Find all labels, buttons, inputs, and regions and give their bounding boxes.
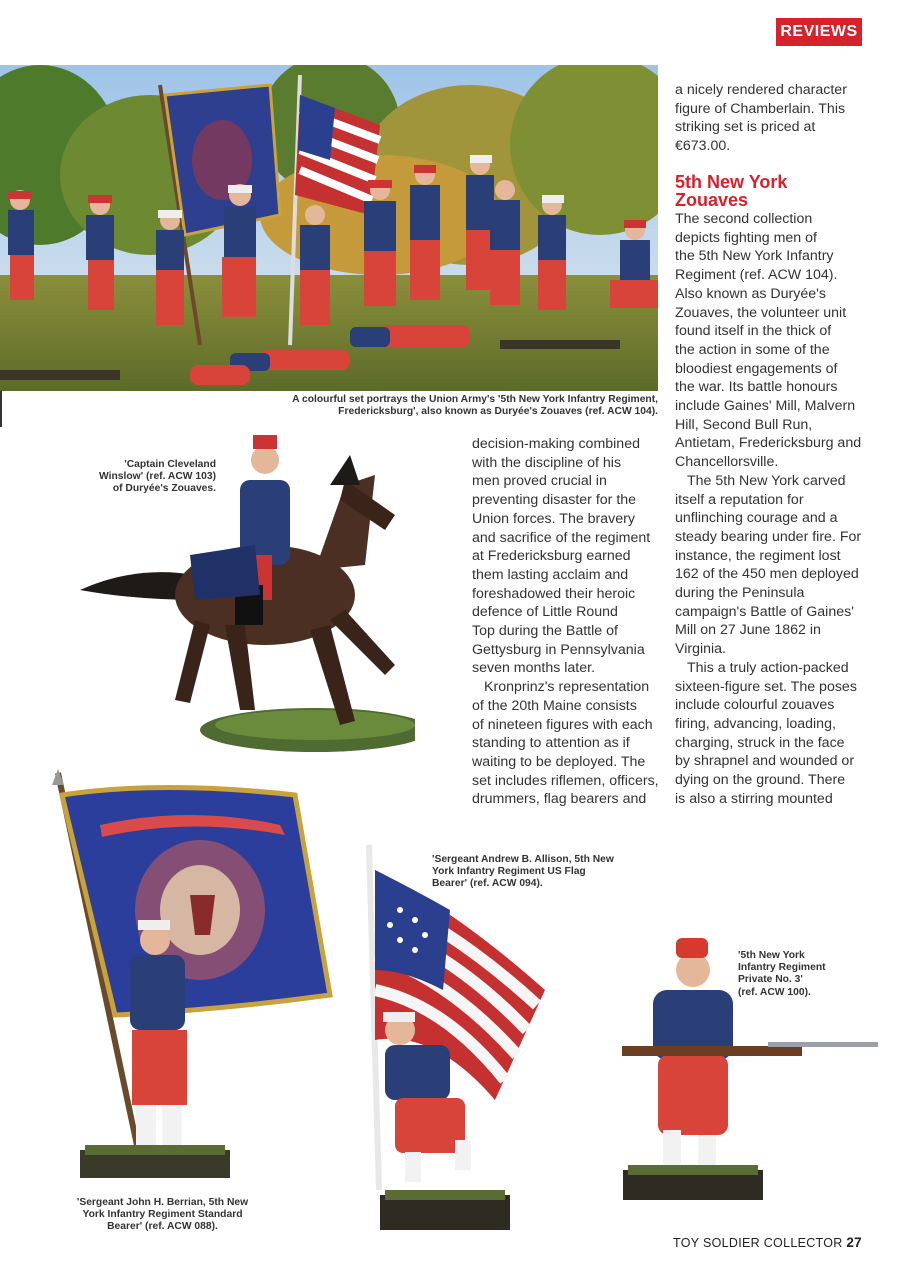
berrian-caption <box>60 1197 265 1234</box>
allison-figure-image <box>355 840 555 1245</box>
text-line: drummers, flag bearers and <box>472 791 647 808</box>
caption-line: Winslow' (ref. ACW 103) <box>99 471 216 483</box>
text-line: the 5th New York Infantry <box>675 248 834 265</box>
caption-line: (ref. ACW 100). <box>738 986 811 998</box>
magazine-name: TOY SOLDIER COLLECTOR <box>673 1236 843 1250</box>
text-line: of the 20th Maine consists <box>472 697 637 714</box>
caption-line: '5th New York <box>738 950 805 961</box>
text-line: is also a stirring mounted <box>675 790 833 807</box>
text-line: bloodiest engagements of <box>675 360 838 377</box>
text-line: Top during the Battle of <box>472 623 618 640</box>
section-heading <box>675 173 875 209</box>
right-column <box>675 210 875 809</box>
text-line: Union forces. The bravery <box>472 510 635 527</box>
heading-line: Zouaves <box>675 190 749 210</box>
text-line: The 5th New York carved <box>687 472 846 489</box>
captain-figure-image <box>75 425 415 765</box>
text-line: them lasting acclaim and <box>472 566 629 583</box>
text-line: by shrapnel and wounded or <box>675 753 855 770</box>
text-line: include colourful zouaves <box>675 697 835 714</box>
text-line: Hill, Second Bull Run, <box>675 416 813 433</box>
text-line: the action in some of the <box>675 341 830 358</box>
text-line: 162 of the 450 men deployed <box>675 566 859 583</box>
caption-line: Bearer' (ref. ACW 088). <box>107 1221 218 1233</box>
page-edge-mark <box>0 391 2 427</box>
text-line: Chancellorsville. <box>675 454 779 471</box>
text-line: instance, the regiment lost <box>675 547 841 564</box>
page-number: 27 <box>846 1235 862 1250</box>
text-line: with the discipline of his <box>472 454 622 471</box>
text-line: a nicely rendered character <box>675 82 847 98</box>
text-line: men proved crucial in <box>472 473 607 490</box>
main-photo-caption <box>180 394 658 418</box>
text-line: dying on the ground. There <box>675 772 846 789</box>
text-line: striking set is priced at <box>675 119 816 136</box>
caption-line: A colourful set portrays the Union Army's '5th New York Infantry Regiment, <box>292 394 658 405</box>
text-line: the war. Its battle honours <box>675 379 838 396</box>
private-figure-image <box>618 930 883 1205</box>
text-line: Mill on 27 June 1862 in <box>675 622 821 639</box>
text-line: defence of Little Round <box>472 604 618 621</box>
caption-line: York Infantry Regiment US Flag <box>432 866 586 878</box>
caption-line: Infantry Regiment <box>738 962 826 974</box>
caption-line: 'Captain Cleveland <box>124 459 216 470</box>
text-line: preventing disaster for the <box>472 492 637 509</box>
text-line: unflinching courage and a <box>675 510 838 527</box>
text-line: Virginia. <box>675 641 726 658</box>
text-line: at Fredericksburg earned <box>472 548 631 565</box>
middle-column <box>472 435 667 809</box>
text-line: firing, advancing, loading, <box>675 715 836 732</box>
caption-line: Bearer' (ref. ACW 094). <box>432 878 543 890</box>
section-tag: REVIEWS <box>776 18 862 46</box>
text-line: The second collection <box>675 211 813 227</box>
text-line: of nineteen figures with each <box>472 716 653 733</box>
right-column-top <box>675 81 875 156</box>
berrian-figure-image <box>40 765 340 1195</box>
page-footer <box>640 1235 862 1250</box>
heading-line: 5th New York <box>675 172 788 192</box>
text-line: Kronprinz's representation <box>484 679 650 696</box>
text-line: Antietam, Fredericksburg and <box>675 435 862 452</box>
text-line: charging, struck in the face <box>675 734 845 751</box>
text-line: and sacrifice of the regiment <box>472 529 651 546</box>
main-photo <box>0 65 658 391</box>
caption-line: of Duryée's Zouaves. <box>112 483 216 495</box>
paragraph <box>675 210 875 472</box>
text-line: foreshadowed their heroic <box>472 585 636 602</box>
text-line: €673.00. <box>675 138 731 155</box>
text-line: seven months later. <box>472 660 596 677</box>
text-line: sixteen-figure set. The poses <box>675 678 857 695</box>
paragraph <box>472 678 667 809</box>
text-line: standing to attention as if <box>472 735 630 752</box>
text-line: depicts fighting men of <box>675 229 817 246</box>
text-line: This a truly action-packed <box>687 659 849 676</box>
text-line: itself a reputation for <box>675 491 804 508</box>
text-line: waiting to be deployed. The <box>472 753 646 770</box>
text-line: include Gaines' Mill, Malvern <box>675 398 856 415</box>
text-line: Regiment (ref. ACW 104). <box>675 267 838 284</box>
text-line: decision-making combined <box>472 436 640 452</box>
paragraph <box>675 659 875 809</box>
paragraph <box>472 435 667 678</box>
text-line: Gettysburg in Pennsylvania <box>472 641 645 658</box>
text-line: Zouaves, the volunteer unit <box>675 304 847 321</box>
text-line: during the Peninsula <box>675 585 805 602</box>
caption-line: 'Sergeant Andrew B. Allison, 5th New <box>432 854 614 865</box>
text-line: set includes riflemen, officers, <box>472 772 659 789</box>
text-line: steady bearing under fire. For <box>675 528 862 545</box>
caption-line: Fredericksburg', also known as Duryée's Zouaves (ref. ACW 104). <box>338 406 658 418</box>
text-line: found itself in the thick of <box>675 323 832 340</box>
caption-line: York Infantry Regiment Standard <box>82 1209 243 1221</box>
caption-line: Private No. 3' <box>738 974 803 986</box>
text-line: campaign's Battle of Gaines' <box>675 603 854 620</box>
paragraph <box>675 472 875 659</box>
caption-line: 'Sergeant John H. Berrian, 5th New <box>76 1197 249 1208</box>
text-line: Also known as Duryée's <box>675 285 826 302</box>
text-line: figure of Chamberlain. This <box>675 100 846 117</box>
